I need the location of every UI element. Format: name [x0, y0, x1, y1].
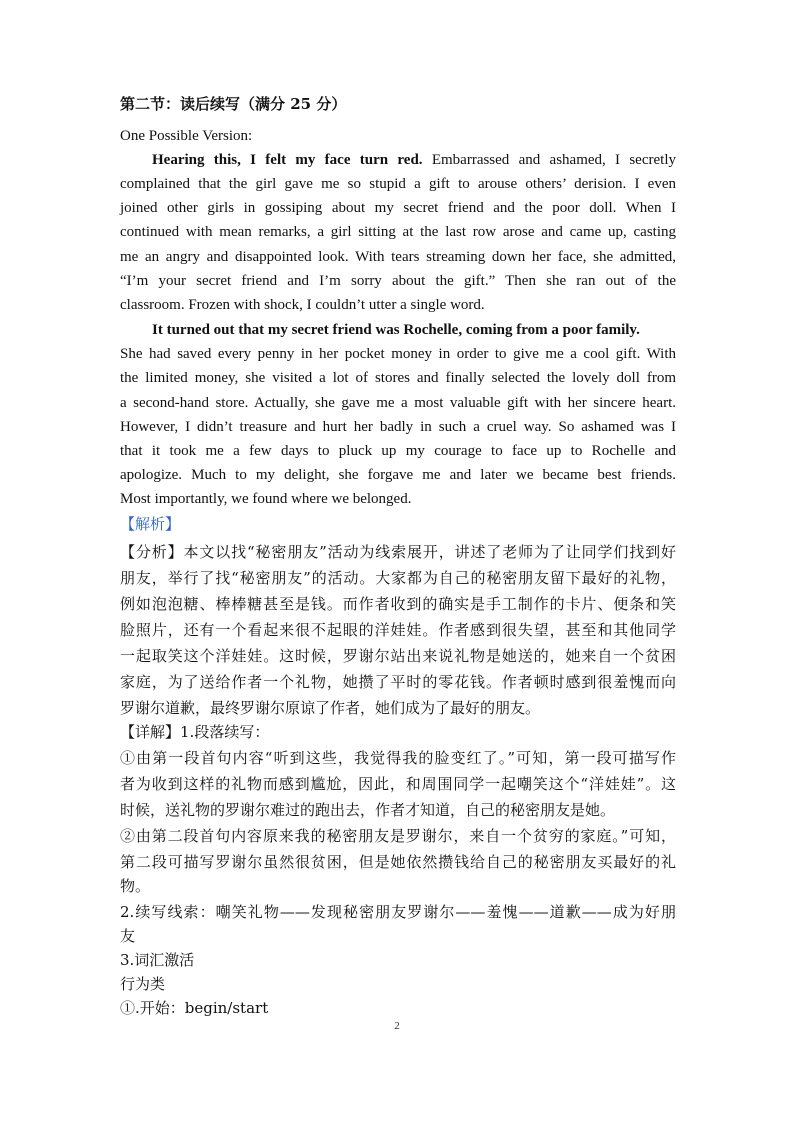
para1-line-6: “I’m your secret friend and I’m sorry about the gift.” Then she ran out of the: [120, 273, 676, 289]
fenxi-line-1-text: 本文以找“秘密朋友”活动为线索展开，讲述了老师为了让同学们找到好: [183, 543, 676, 561]
xiangjie-line-11: ①.开始：begin/start: [120, 999, 269, 1017]
xiangjie-line-7: 2.续写线索：嘲笑礼物——发现秘密朋友罗谢尔——羞愧——道歉——成为好朋: [120, 903, 676, 921]
para1-line-1-rest: Embarrassed and ashamed, I secretly: [422, 152, 676, 168]
para1-line-1: [120, 148, 676, 172]
para2-line-3: a second-hand store. Actually, she gave me a most valuable gift with her sincere heart.: [120, 395, 676, 411]
para2-line-5: that it took me a few days to pluck up my courage to face up to Rochelle and: [120, 443, 676, 459]
fenxi-line-4: 脸照片，还有一个看起来很不起眼的洋娃娃。作者感到很失望，甚至和其他同学: [120, 621, 676, 639]
jiexi-label: 【解析】: [120, 515, 181, 533]
xiangjie-line-10: 行为类: [120, 975, 166, 993]
fenxi-line-6: 家庭，为了送给作者一个礼物，她攒了平时的零花钱。作者顿时感到很羞愧而向: [120, 673, 676, 691]
xiangjie-line-4: ②由第二段首句内容原来我的秘密朋友是罗谢尔，来自一个贫穷的家庭。”可知，: [120, 827, 676, 845]
xiangjie-first: 1.段落续写：: [180, 723, 270, 741]
fenxi-line-3: 例如泡泡糖、棒棒糖甚至是钱。而作者收到的确实是手工制作的卡片、便条和笑: [120, 595, 676, 613]
xiangjie-line-1: ①由第一段首句内容“听到这些，我觉得我的脸变红了。”可知，第一段可描写作: [120, 749, 676, 767]
xiangjie-line-9: 3.词汇激活: [120, 951, 195, 969]
fenxi-line-2: 朋友，举行了找“秘密朋友”的活动。大家都为自己的秘密朋友留下最好的礼物，: [120, 569, 676, 587]
xiangjie-line-5: 第二段可描写罗谢尔虽然很贫困，但是她依然攒钱给自己的秘密朋友买最好的礼: [120, 853, 676, 871]
para1-line-2: complained that the girl gave me so stupid a gift to arouse others’ derision. I even: [120, 176, 676, 192]
xiangjie-heading: [120, 720, 676, 744]
para1-line-4: continued with mean remarks, a girl sitting at the last row arose and came up, casting: [120, 224, 676, 240]
para2-lead: It turned out that my secret friend was Rochelle, coming from a poor family.: [152, 322, 640, 338]
para2-line-7: Most importantly, we found where we belonged.: [120, 491, 412, 507]
para1-lead: Hearing this, I felt my face turn red.: [152, 152, 423, 168]
para2-line-2: the limited money, she visited a lot of stores and finally selected the lovely doll from: [120, 370, 676, 386]
xiangjie-line-8: 友: [120, 927, 136, 945]
para1-line-3: joined other girls in gossiping about my secret friend and the poor doll. When I: [120, 200, 676, 216]
para1-line-7: classroom. Frozen with shock, I couldn’t utter a single word.: [120, 297, 485, 313]
page-number: 2: [394, 1020, 400, 1032]
section-title: 第二节：读后续写（满分 25 分）: [120, 95, 347, 113]
para2-line-1: She had saved every penny in her pocket money in order to give me a cool gift. With: [120, 346, 676, 362]
xiangjie-line-2: 者为收到这样的礼物而感到尴尬，因此，和周围同学一起嘲笑这个“洋娃娃”。这: [120, 775, 676, 793]
version-label: One Possible Version:: [120, 128, 253, 144]
para2-line-6: apologize. Much to my delight, she forgave me and later we became best friends.: [120, 467, 676, 483]
fenxi-line-5: 一起取笑这个洋娃娃。这时候，罗谢尔站出来说礼物是她送的，她来自一个贫困: [120, 647, 676, 665]
para1-line-5: me an angry and disappointed look. With tears streaming down her face, she admitted,: [120, 249, 676, 265]
fenxi-line-1: [120, 540, 676, 564]
fenxi-line-7: 罗谢尔道歉，最终罗谢尔原谅了作者，她们成为了最好的朋友。: [120, 699, 541, 717]
xiangjie-line-6: 物。: [120, 877, 151, 895]
fenxi-label: 【分析】: [120, 543, 184, 561]
xiangjie-line-3: 时候，送礼物的罗谢尔难过的跑出去，作者才知道，自己的秘密朋友是她。: [120, 801, 616, 819]
para2-line-4: However, I didn’t treasure and hurt her badly in such a cruel way. So ashamed was I: [120, 419, 676, 435]
xiangjie-label: 【详解】: [120, 723, 181, 741]
